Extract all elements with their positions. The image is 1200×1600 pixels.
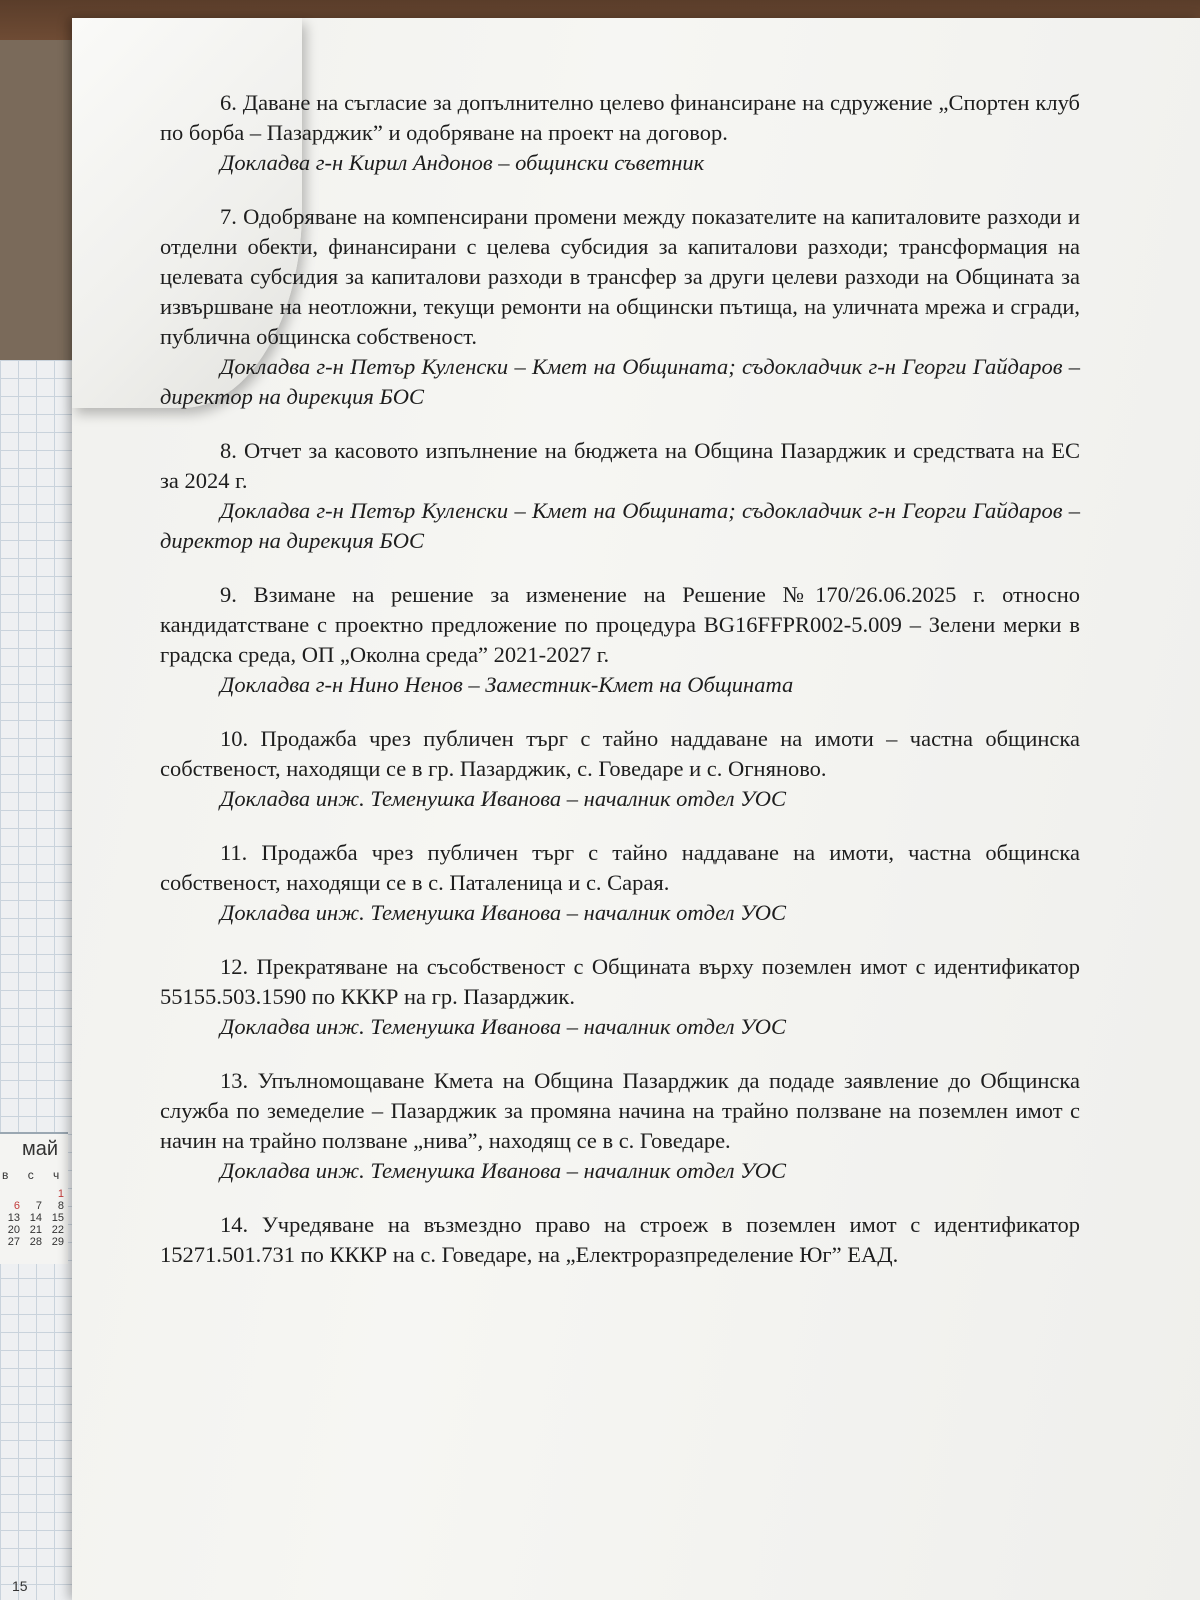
calendar-day: 1 bbox=[57, 1188, 64, 1200]
agenda-item bbox=[160, 88, 1080, 178]
agenda-item bbox=[160, 838, 1080, 928]
calendar-day bbox=[0, 1188, 20, 1200]
calendar-day: 15 bbox=[51, 1212, 64, 1224]
calendar-day: 13 bbox=[7, 1212, 20, 1224]
calendar-day: 21 bbox=[29, 1224, 42, 1236]
calendar-day: 29 bbox=[51, 1236, 64, 1248]
agenda-item-reporter: Докладва инж. Теменушка Иванова – началник отдел УОС bbox=[220, 786, 786, 811]
agenda-item-title: 12. Прекратяване на съсобственост с Общината върху поземлен имот с идентификатор 55155.503.1590 по КККР на гр. Пазарджик. bbox=[160, 954, 1080, 1009]
agenda-item-reporter: Докладва г-н Петър Куленски – Кмет на Общината; съдокладчик г-н Георги Гайдаров – директор на дирекция БОС bbox=[160, 354, 1080, 409]
agenda-item-reporter: Докладва г-н Нино Ненов – Заместник-Кмет на Общината bbox=[220, 672, 794, 697]
agenda-item bbox=[160, 1066, 1080, 1186]
agenda-item-reporter: Докладва инж. Теменушка Иванова – началник отдел УОС bbox=[220, 1158, 786, 1183]
calendar-day bbox=[22, 1188, 42, 1200]
agenda-item-reporter: Докладва инж. Теменушка Иванова – началник отдел УОС bbox=[220, 900, 786, 925]
agenda-item bbox=[160, 952, 1080, 1042]
agenda-item-title: 7. Одобряване на компенсирани промени между показателите на капиталовите разходи и отделни обекти, финансирани с целева субсидия за капиталови разходи; трансформация на целевата субсидия за капиталови разходи в трансфер за други целеви разходи на Общината за извършване на неотложни, текущи ремонти на общински пътища, на уличната мрежа и сгради, публична общинска собственост. bbox=[160, 204, 1080, 349]
calendar-day: 28 bbox=[29, 1236, 42, 1248]
agenda-content bbox=[160, 88, 1080, 1294]
agenda-item-title: 8. Отчет за касовото изпълнение на бюджета на Община Пазарджик и средствата на ЕС за 2024 г. bbox=[160, 438, 1080, 493]
calendar-days-header: в с ч bbox=[2, 1168, 68, 1182]
agenda-item-title: 14. Учредяване на възмездно право на строеж в поземлен имот с идентификатор 15271.501.731 по КККР на с. Говедаре, на „Електроразпределение Юг” ЕАД. bbox=[160, 1212, 1080, 1267]
calendar-day: 6 bbox=[13, 1200, 20, 1212]
agenda-item bbox=[160, 724, 1080, 814]
agenda-item bbox=[160, 1210, 1080, 1270]
agenda-item-title: 6. Даване на съгласие за допълнително целево финансиране на сдружение „Спортен клуб по борба – Пазарджик” и одобряване на проект на договор. bbox=[160, 90, 1080, 145]
agenda-item-title: 13. Упълномощаване Кмета на Община Пазарджик да подаде заявление до Общинска служба по земеделие – Пазарджик за промяна начина на трайно ползване на поземлен имот с начин на трайно ползване „нива”, находящ се в с. Говедаре. bbox=[160, 1068, 1080, 1153]
calendar-day: 20 bbox=[7, 1224, 20, 1236]
desk-calendar bbox=[0, 1132, 68, 1264]
calendar-day: 27 bbox=[7, 1236, 20, 1248]
agenda-item-reporter: Докладва инж. Теменушка Иванова – началник отдел УОС bbox=[220, 1014, 786, 1039]
agenda-item-reporter: Докладва г-н Петър Куленски – Кмет на Общината; съдокладчик г-н Георги Гайдаров – директор на дирекция БОС bbox=[160, 498, 1080, 553]
calendar-grid bbox=[0, 1188, 64, 1248]
calendar-day: 7 bbox=[35, 1200, 42, 1212]
agenda-item-title: 9. Взимане на решение за изменение на Решение №170/26.06.2025 г. относно кандидатстване с проектно предложение по процедура BG16FFPR002-5.009 – Зелени мерки в градска среда, ОП „Околна среда” 2021-2027 г. bbox=[160, 582, 1080, 667]
agenda-item bbox=[160, 202, 1080, 412]
calendar-day: 22 bbox=[51, 1224, 64, 1236]
notebook-page-number: 15 bbox=[12, 1578, 28, 1594]
agenda-item bbox=[160, 436, 1080, 556]
calendar-month: май bbox=[22, 1138, 59, 1160]
agenda-item bbox=[160, 580, 1080, 700]
agenda-item-title: 11. Продажба чрез публичен търг с тайно наддаване на имоти, частна общинска собственост, находящи се в с. Паталеница и с. Сарая. bbox=[160, 840, 1080, 895]
agenda-item-reporter: Докладва г-н Кирил Андонов – общински съветник bbox=[220, 150, 705, 175]
calendar-day: 14 bbox=[29, 1212, 42, 1224]
agenda-item-title: 10. Продажба чрез публичен търг с тайно наддаване на имоти – частна общинска собственост, находящи се в гр. Пазарджик, с. Говедаре и с. Огняново. bbox=[160, 726, 1080, 781]
calendar-day: 8 bbox=[57, 1200, 64, 1212]
